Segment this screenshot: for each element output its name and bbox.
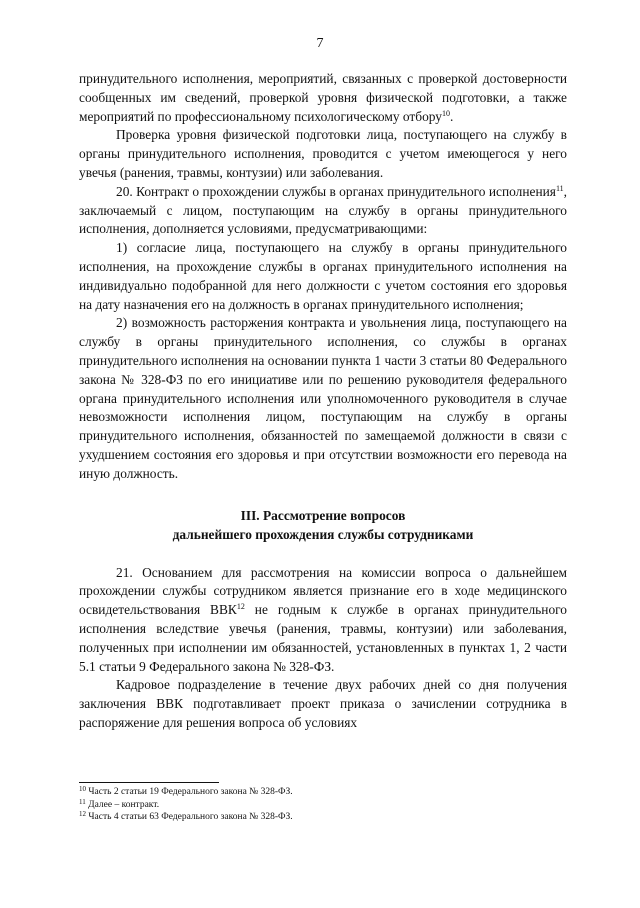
footnote-ref: 10: [441, 108, 450, 118]
footnote-number: 10: [79, 785, 86, 793]
footnotes: [79, 782, 567, 824]
section-heading-line2: дальнейшего прохождения службы сотрудниками: [172, 526, 474, 542]
list-item-1: 1) согласие лица, поступающего на службу в органы принудительного исполнения, на прохождение службы в органах принудительного исполнения на индивидуально подобранной для него должности с учетом состояния его здоровья на дату назначения его на должность в органах принудительного исполнения;: [79, 240, 567, 312]
page-number: 7: [316, 36, 324, 51]
paragraph-continuation: [79, 70, 567, 126]
footnote-number: 12: [79, 810, 86, 818]
paragraph-text: принудительного исполнения, мероприятий, связанных с проверкой достоверности сообщенных им сведений, проверкой уровня физической подготовки, а также мероприятий по профессиональному психологическому отбору: [79, 71, 567, 124]
paragraph-20: [79, 183, 567, 239]
footnote: [79, 811, 567, 824]
paragraph-physical-check: Проверка уровня физической подготовки лица, поступающего на службу в органы принудительного исполнения, проводится с учетом имеющегося у него увечья (ранения, травмы, контузии) или заболевания.: [79, 127, 567, 180]
footnote-text: Часть 2 статьи 19 Федерального закона № 328-ФЗ.: [86, 787, 293, 797]
footnote-divider: [79, 782, 219, 783]
section-heading: [79, 506, 567, 544]
list-item-2: 2) возможность расторжения контракта и увольнения лица, поступающего на службу в органы принудительного исполнения, со службы в органах принудительного исполнения на основании пункта 1 части 3 статьи 80 Федерального закона № 328-ФЗ по его инициативе или по решению руководителя федерального органа принудительного исполнения или уполномоченного руководителя в случае невозможности исполнения лицом, поступающим на службу в органы принудительного исполнения, обязанностей по замещаемой должности в связи с ухудшением состояния его здоровья и при отсутствии возможности его перевода на иную должность.: [79, 315, 567, 481]
paragraph-text: не годным к службе в органах принудительного исполнения вследствие увечья (ранения, травмы, контузии) или заболевания, полученных при исполнении им обязанностей, установленных в пунктах 1, 2 части 5.1 статьи 9 Федерального закона № 328-ФЗ.: [79, 602, 568, 674]
section-heading-line1: III. Рассмотрение вопросов: [240, 507, 406, 523]
paragraph-text: 21. Основанием для рассмотрения на комиссии вопроса о дальнейшем прохождении службы сотрудником является признание его в ходе медицинского освидетельствования ВВК: [79, 564, 567, 618]
paragraph-21: [79, 564, 567, 677]
paragraph-tail: .: [449, 108, 454, 124]
footnote: [79, 799, 567, 812]
paragraph-text: 20. Контракт о прохождении службы в органах принудительного исполнения: [116, 183, 556, 199]
document-body: [79, 70, 567, 733]
paragraph-personnel: Кадровое подразделение в течение двух рабочих дней со дня получения заключения ВВК подготавливает проект приказа о зачислении сотрудника в распоряжение для решения вопроса об условиях: [79, 677, 567, 730]
footnote: [79, 786, 567, 799]
footnote-ref: 12: [236, 602, 245, 612]
paragraph-text: , заключаемый с лицом, поступающим на службу в органы принудительного исполнения, дополняется условиями, предусматривающими:: [79, 183, 567, 237]
footnote-number: 11: [79, 797, 86, 806]
footnote-ref: 11: [555, 183, 564, 193]
footnote-text: Далее – контракт.: [85, 799, 160, 810]
footnote-text: Часть 4 статьи 63 Федерального закона № 328-ФЗ.: [86, 812, 293, 822]
